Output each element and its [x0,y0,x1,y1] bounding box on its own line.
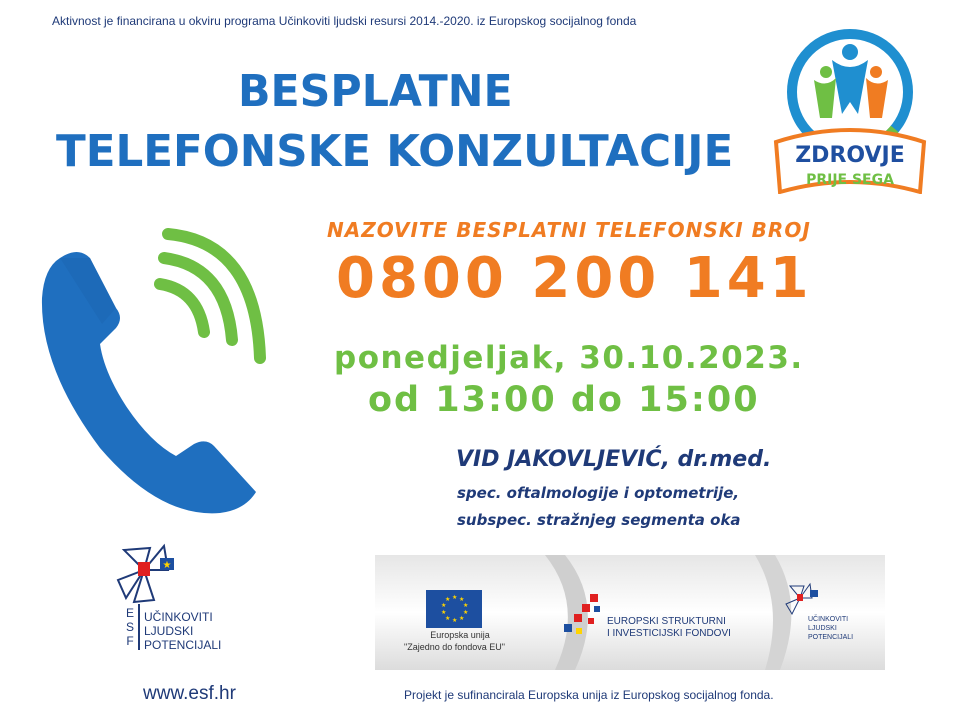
doctor-subspecialty: subspec. stražnjeg segmenta oka [457,511,741,529]
esf-divider [138,604,140,650]
phone-number[interactable]: 0800 200 141 [336,246,813,311]
esf-letter-f: F [126,634,134,648]
headline-line1: BESPLATNE [238,66,513,117]
people-figures-icon [814,44,888,118]
svg-text:★: ★ [463,609,469,616]
esf-tagline-line1: UČINKOVITI [144,610,213,624]
esf-small-tagline [808,615,853,642]
esf-tagline [144,610,221,652]
svg-text:★: ★ [162,560,172,571]
svg-text:★: ★ [459,615,465,622]
svg-text:★: ★ [452,617,458,624]
esf-tagline-line2: LJUDSKI [144,624,194,638]
funds-line2: I INVESTICIJSKI FONDOVI [607,628,731,639]
esf-small-pinwheel-icon [782,582,832,616]
svg-text:★: ★ [452,594,458,601]
headline-line2: TELEFONSKE KONZULTACIJE [56,126,734,177]
funds-line1: EUROPSKI STRUKTURNI [607,616,726,627]
eu-flag-icon [426,590,482,628]
eu-label: Europska unija [430,630,490,640]
esf-letters [123,606,137,648]
logo-text-line1: ZDROVJE [795,143,905,168]
esf-letter-s: S [125,620,134,634]
footer-cofinancing-note: Projekt je sufinancirala Europska unija iz Europskog socijalnog fonda. [404,688,774,702]
top-funding-note: Aktivnost je financirana u okviru programa Učinkoviti ljudski resursi 2014.-2020. iz Europskog socijalnog fonda [52,14,637,28]
zdravlje-logo [770,22,930,194]
esf-url-link[interactable]: www.esf.hr [143,683,236,704]
esif-squares-icon [560,592,606,640]
esf-small-line3: POTENCIJALI [808,634,854,641]
consultation-time: od 13:00 do 15:00 [368,380,760,420]
svg-text:★: ★ [441,609,447,616]
svg-text:★: ★ [441,602,447,609]
consultation-date: ponedjeljak, 30.10.2023. [334,340,804,376]
logo-text-line2: PRIJE SEGA [806,172,894,188]
esf-letter-e: E [125,606,134,620]
eu-slogan: "Zajedno do fondova EU" [404,642,505,652]
esf-small-line1: UČINKOVITI [808,616,849,623]
esf-pinwheel-icon [104,540,224,610]
svg-text:★: ★ [463,602,469,609]
esf-tagline-line3: POTENCIJALI [144,638,222,652]
doctor-name: VID JAKOVLJEVIĆ, dr.med. [456,447,772,472]
svg-text:★: ★ [459,596,465,603]
call-to-action: NAZOVITE BESPLATNI TELEFONSKI BROJ [327,218,811,242]
doctor-specialty: spec. oftalmologije i optometrije, [457,484,740,502]
svg-text:★: ★ [445,615,451,622]
esf-small-line2: LJUDSKI [808,625,837,632]
signal-waves-icon [148,228,278,368]
svg-text:★: ★ [445,596,451,603]
